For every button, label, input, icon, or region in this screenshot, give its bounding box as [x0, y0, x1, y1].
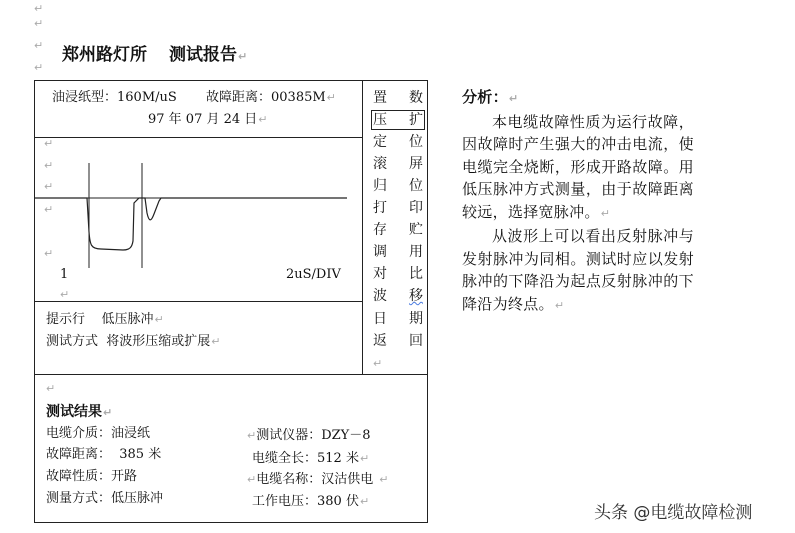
paragraph-mark: ↵ [44, 203, 54, 216]
result-method: 测量方式：低压脉冲 [46, 491, 164, 506]
menu-shift-wave[interactable]: 波 移 [373, 288, 423, 304]
menu-return[interactable]: 返 回 [373, 333, 423, 349]
analysis-section [462, 86, 694, 317]
menu-scroll[interactable]: 滚 屏 [373, 156, 423, 172]
waveform-plot [35, 137, 361, 271]
paragraph-mark: ↵ [34, 61, 44, 74]
menu-locate[interactable]: 定 位 [373, 134, 423, 150]
result-cable-length: 电缆全长：512 米↵ [252, 451, 370, 466]
paragraph-mark: ↵ [44, 137, 54, 150]
paragraph-mark: ↵ [60, 288, 70, 301]
title-org: 郑州路灯所 [62, 45, 147, 65]
menu-date[interactable]: 日 期 [373, 311, 423, 327]
menu-compress-expand[interactable]: 压 扩 [373, 112, 423, 128]
cable-type: 油浸纸型：160M/uS [52, 90, 177, 105]
menu-print[interactable]: 打 印 [373, 200, 423, 216]
analysis-paragraph-2: 从波形上可以看出反射脉冲与发射脉冲为同相。测试时应以发射脉冲的下降沿为起点反射脉冲的下降沿为终点。↵ [462, 227, 694, 313]
menu-set-number[interactable]: 置 数 [373, 90, 423, 106]
results-title: 测试结果↵ [46, 404, 113, 420]
paragraph-mark: ↵ [34, 2, 44, 15]
paragraph-mark: ↵ [44, 247, 54, 260]
waveform-trace [35, 198, 347, 250]
analysis-paragraph-1: 本电缆故障性质为运行故障，因故障时产生强大的冲击电流，使电缆完全烧断，形成开路故障。用低压脉冲方式测量，由于故障距离较远，选择宽脉冲。↵ [462, 112, 694, 221]
menu-recall[interactable]: 调 用 [373, 244, 423, 260]
document-title: 郑州路灯所 测试报告↵ [62, 45, 248, 65]
title-report: 测试报告 [169, 45, 237, 65]
paragraph-mark: ↵ [44, 180, 54, 193]
paragraph-mark: ↵ [34, 39, 44, 52]
fault-distance: 故障距离：00385M↵ [206, 90, 336, 105]
menu-reset[interactable]: 归 位 [373, 178, 423, 194]
menu-compare[interactable]: 对 比 [373, 266, 423, 282]
result-medium: 电缆介质：油浸纸 [46, 426, 151, 441]
scale-left: 1 [60, 267, 69, 282]
result-voltage: 工作电压：380 伏↵ [252, 494, 370, 509]
report-date: 97 年 07 月 24 日↵ [148, 112, 268, 127]
paragraph-mark: ↵ [34, 17, 44, 30]
result-fault-distance: 故障距离： 385 米 [46, 447, 162, 462]
paragraph-mark: ↵ [44, 159, 54, 172]
paragraph-mark: ↵ [46, 382, 56, 395]
test-mode-line: 测试方式 将波形压缩或扩展↵ [46, 334, 221, 349]
analysis-heading: 分析：↵ [462, 88, 519, 106]
result-fault-nature: 故障性质：开路 [46, 469, 138, 484]
menu-store[interactable]: 存 贮 [373, 222, 423, 238]
result-instrument: ↵测试仪器：DZY－8 [247, 428, 371, 443]
result-cable-name: ↵电缆名称：汉沽供电 ↵ [247, 472, 389, 487]
paragraph-mark: ↵ [373, 357, 383, 370]
scale-right: 2uS/DIV [286, 267, 341, 282]
prompt-line: 提示行 低压脉冲↵ [46, 312, 164, 327]
watermark: 头条 @电缆故障检测 [594, 503, 753, 523]
